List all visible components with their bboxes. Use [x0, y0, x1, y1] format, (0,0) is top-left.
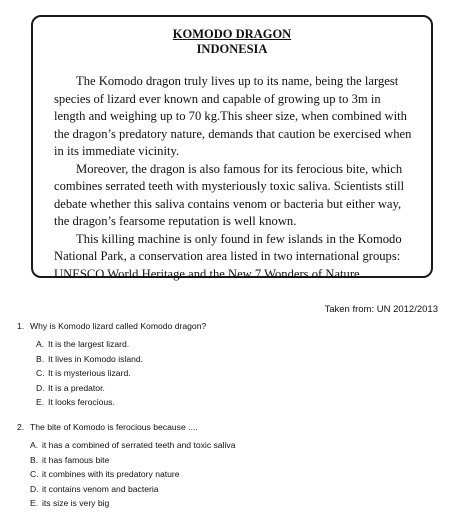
passage-paragraph: Moreover, the dragon is also famous for its ferocious bite, which combines serrated teeth with mysteriously toxic saliva. Scientists still debate whether this saliva contains venom or bacteria but either way, the dragon’s fearsome reputation is well known. — [54, 161, 405, 228]
option-text: It lives in Komodo island. — [48, 353, 144, 364]
passage-title: KOMODO DRAGON — [172, 27, 292, 41]
option-letter: A. — [30, 440, 39, 450]
answer-option[interactable] — [17, 367, 437, 382]
question-text: The bite of Komodo is ferocious because .... — [30, 422, 198, 432]
option-text: it combines with its predatory nature — [42, 469, 180, 480]
option-letter: D. — [36, 382, 45, 393]
answer-option[interactable] — [17, 353, 437, 368]
answer-option[interactable] — [17, 483, 437, 498]
reading-passage-box — [31, 15, 433, 281]
passage-body — [54, 73, 414, 283]
answer-option[interactable] — [17, 439, 437, 454]
option-letter: C. — [36, 368, 45, 379]
passage-paragraph: The Komodo dragon truly lives up to its name, being the largest species of lizard ever known and capable of growing up to 3m in length and weighing up to 70 kg.This sheer size, when combined with the dragon’s predatory nature, demands that caution be exercised when in its immediate vicinity. — [54, 74, 412, 158]
option-letter: D. — [30, 483, 39, 494]
answer-options — [17, 439, 437, 512]
answer-option[interactable] — [17, 468, 437, 483]
option-letter: C. — [30, 469, 39, 480]
question-text: Why is Komodo lizard called Komodo dragon? — [30, 321, 207, 331]
answer-option[interactable] — [17, 382, 437, 397]
answer-options — [17, 338, 437, 411]
answer-option[interactable] — [17, 338, 437, 353]
option-letter: B. — [30, 454, 39, 465]
option-letter: E. — [30, 498, 39, 509]
option-text: It looks ferocious. — [48, 397, 115, 408]
answer-option[interactable] — [17, 396, 437, 411]
option-text: it has famous bite — [42, 454, 110, 465]
option-text: It is a predator. — [48, 382, 105, 393]
source-citation: Taken from: UN 2012/2013 — [324, 304, 438, 315]
question-prompt — [17, 421, 437, 433]
question-prompt — [17, 320, 437, 332]
question-2 — [17, 421, 437, 512]
option-letter: B. — [36, 353, 45, 364]
option-letter: E. — [36, 397, 45, 408]
answer-option[interactable] — [17, 454, 437, 469]
passage-paragraph: This killing machine is only found in few islands in the Komodo National Park, a conservation area listed in two international groups: UNESCO World Heritage and the New 7 Wonders of Nature. — [54, 231, 402, 281]
answer-option[interactable] — [17, 497, 437, 512]
option-text: its size is very big — [42, 498, 110, 509]
passage-subtitle: INDONESIA — [196, 42, 268, 56]
option-text: it contains venom and bacteria — [42, 483, 159, 494]
question-number: 1. — [17, 321, 25, 331]
option-text: It is the largest lizard. — [48, 339, 130, 349]
question-1 — [17, 320, 437, 411]
option-text: it has a combined of serrated teeth and toxic saliva — [42, 440, 236, 450]
question-number: 2. — [17, 422, 25, 432]
option-letter: A. — [36, 339, 45, 349]
option-text: It is mysterious lizard. — [48, 368, 131, 379]
